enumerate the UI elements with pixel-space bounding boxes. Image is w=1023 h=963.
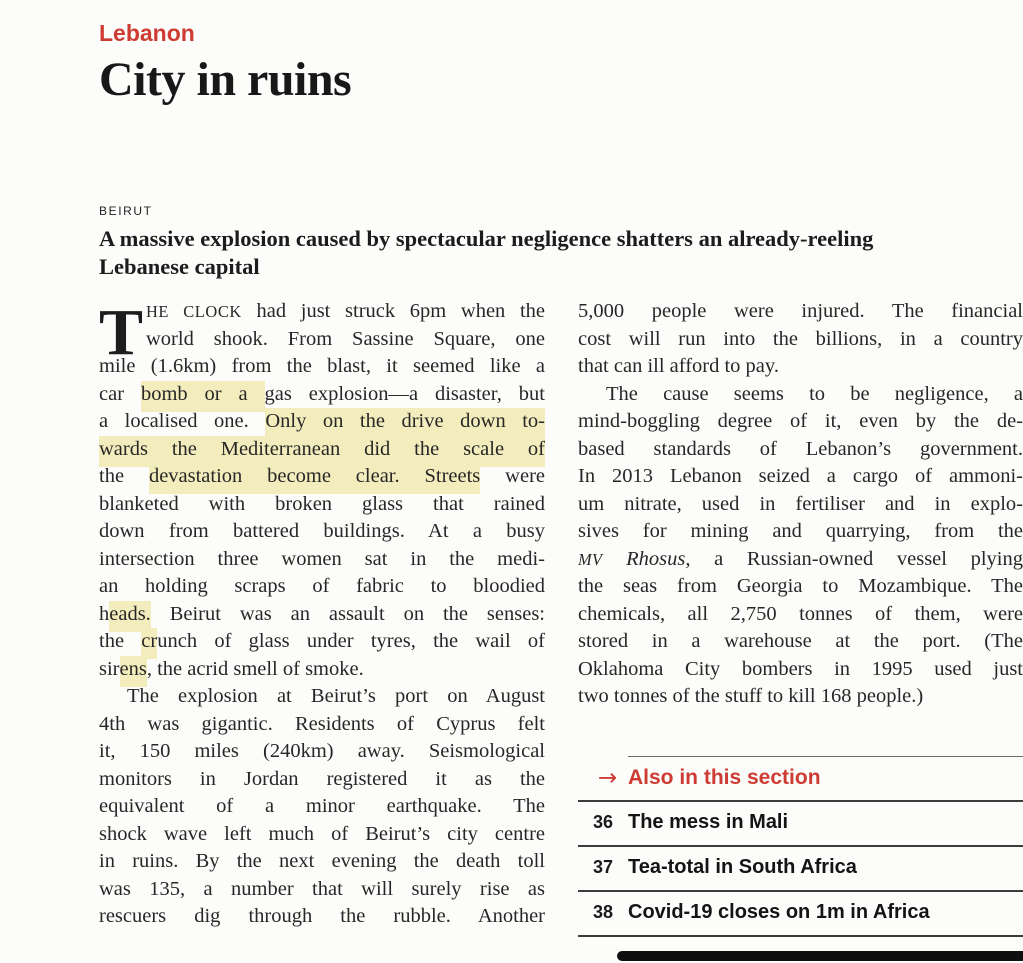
- article-line: [578, 601, 1023, 629]
- article-line: [578, 518, 1023, 546]
- text-segment: mind-boggling degree of it, even by the de-: [578, 410, 1023, 432]
- article-line: [578, 656, 1023, 684]
- text-segment: 4th was gigantic. Residents of Cyprus felt: [99, 712, 545, 735]
- text-segment: world shook. From Sassine Square, one: [146, 327, 545, 350]
- text-segment: a localised one.: [99, 410, 266, 432]
- text-segment: an holding scraps of fabric to bloodied: [99, 575, 545, 597]
- article-column-left: [99, 298, 545, 961]
- article-line: [99, 601, 545, 629]
- article-line: [99, 738, 545, 766]
- article-line: [99, 326, 545, 354]
- text-segment: were: [480, 465, 546, 487]
- text-segment: cost will run into the billions, in a country: [578, 327, 1023, 350]
- text-segment: two tonnes of the stuff to kill 168 people.): [578, 685, 924, 707]
- article-line: [99, 573, 545, 601]
- text-segment: sir: [99, 657, 120, 680]
- text-segment: down from battered buildings. At a busy: [99, 520, 545, 542]
- item-title: Covid-19 closes on 1m in Africa: [628, 901, 930, 924]
- also-section-title: Also in this section: [628, 766, 821, 790]
- text-segment: equivalent of a minor earthquake. The: [99, 795, 545, 817]
- text-segment: gas explosion—a disaster, but: [264, 382, 546, 405]
- article-line: [99, 408, 545, 436]
- section-item-row: [578, 892, 1023, 935]
- text-segment: , a Russian-owned vessel plying: [685, 547, 1023, 570]
- article-line: [99, 381, 545, 409]
- article-line: [99, 518, 545, 546]
- also-in-this-section: [578, 756, 1023, 961]
- article-line: [99, 793, 545, 821]
- article-line: [99, 298, 545, 326]
- text-segment: MV: [578, 549, 603, 569]
- article-headline: City in ruins: [99, 53, 352, 106]
- article-line: [99, 683, 545, 711]
- item-page-number: 38: [593, 902, 614, 923]
- text-segment: was 135, a number that will surely rise as: [99, 877, 545, 900]
- text-segment: the seas from Georgia to Mozambique. The: [578, 575, 1023, 597]
- article-line: [99, 436, 545, 464]
- highlight-mark: Only on the drive down to-: [265, 408, 545, 439]
- article-line: [99, 903, 545, 931]
- text-segment: shock wave left much of Beirut’s city centre: [99, 822, 545, 845]
- standfirst-line: Lebanese capital: [99, 254, 260, 279]
- text-segment: in ruins. By the next evening the death toll: [99, 850, 545, 872]
- article-line: [99, 766, 545, 794]
- text-segment: mile (1.6km) from the blast, it seemed like a: [99, 355, 545, 377]
- article-line: [578, 628, 1023, 656]
- article-column-right-text: [578, 298, 1023, 711]
- section-item-row: [578, 847, 1023, 890]
- text-segment: Rhosus: [602, 547, 686, 570]
- text-segment: rescuers dig through the rubble. Another: [99, 905, 545, 927]
- text-segment: monitors in Jordan registered it as the: [99, 767, 545, 790]
- text-segment: sives for mining and quarrying, from the: [578, 520, 1023, 542]
- also-section-header: [578, 757, 1023, 800]
- article-line: [578, 463, 1023, 491]
- text-segment: blanketed with broken glass that rained: [99, 492, 545, 515]
- text-segment: The cause seems to be negligence, a: [606, 382, 1023, 405]
- text-segment: chemicals, all 2,750 tonnes of them, were: [578, 602, 1023, 625]
- article-line: [99, 848, 545, 876]
- article-line: [99, 463, 545, 491]
- highlight-mark: wards the Mediterranean did the scale of: [99, 436, 545, 467]
- article-line: [99, 711, 545, 739]
- drop-cap: T: [99, 296, 144, 369]
- section-item-row: [578, 802, 1023, 845]
- highlight-mark: devastation become clear. Streets: [149, 463, 480, 494]
- text-segment: had just struck 6pm when the: [241, 300, 545, 322]
- article-line: [99, 656, 545, 684]
- article-column-right: [578, 298, 1023, 961]
- article-line: [99, 353, 545, 381]
- text-segment: The explosion at Beirut’s port on August: [127, 685, 545, 707]
- standfirst-line: A massive explosion caused by spectacular negligence shatters an already-reeling: [99, 226, 874, 251]
- article-line: [578, 683, 1023, 711]
- article-line: [99, 546, 545, 574]
- text-segment: that can ill afford to pay.: [578, 355, 779, 377]
- right-arrow-icon: →: [598, 764, 618, 791]
- standfirst: [99, 225, 1023, 281]
- text-segment: it, 150 miles (240km) away. Seismological: [99, 740, 545, 762]
- item-title: The mess in Mali: [628, 811, 789, 834]
- text-segment: car: [99, 382, 141, 405]
- highlight-mark: bomb or a: [141, 381, 265, 412]
- article-line: [99, 876, 545, 904]
- text-segment: based standards of Lebanon’s government.: [578, 437, 1023, 460]
- rule: [578, 935, 1023, 937]
- article-body: [99, 298, 1023, 961]
- article-line: [578, 573, 1023, 601]
- text-segment: , the acrid smell of smoke.: [146, 657, 364, 680]
- highlight-mark: eads.: [109, 601, 151, 632]
- article-line: [578, 381, 1023, 409]
- text-segment: um nitrate, used in fertiliser and in explo-: [578, 492, 1023, 515]
- article-line: [578, 298, 1023, 326]
- article-line: [578, 408, 1023, 436]
- paragraph: [578, 298, 1023, 381]
- paragraph: [99, 683, 545, 931]
- item-title: Tea-total in South Africa: [628, 856, 857, 879]
- page-footer-bar: [617, 951, 1023, 961]
- article-line: [578, 436, 1023, 464]
- text-segment: the: [99, 465, 149, 487]
- text-segment: In 2013 Lebanon seized a cargo of ammoni-: [578, 465, 1023, 487]
- section-kicker: Lebanon: [99, 20, 195, 46]
- article-line: [578, 353, 1023, 381]
- paragraph: [99, 298, 545, 683]
- text-segment: Oklahoma City bombers in 1995 used just: [578, 657, 1023, 680]
- article-line: [99, 628, 545, 656]
- highlight-mark: ens: [120, 656, 147, 687]
- article-line: [99, 821, 545, 849]
- text-segment: Beirut was an assault on the senses:: [150, 602, 545, 625]
- text-segment: h: [99, 602, 110, 625]
- article-line: [578, 326, 1023, 354]
- dateline: BEIRUT: [99, 204, 153, 218]
- item-page-number: 36: [593, 812, 614, 833]
- article-line: [578, 491, 1023, 519]
- text-segment: intersection three women sat in the medi-: [99, 547, 545, 570]
- text-segment: stored in a warehouse at the port. (The: [578, 630, 1023, 652]
- text-segment: unch of glass under tyres, the wail of: [157, 630, 545, 652]
- text-segment: the: [99, 630, 142, 652]
- article-line: [578, 546, 1023, 574]
- paragraph: [578, 381, 1023, 711]
- item-page-number: 37: [593, 857, 614, 878]
- text-segment: 5,000 people were injured. The financial: [578, 300, 1023, 322]
- text-segment: HE CLOCK: [146, 302, 242, 321]
- highlight-mark: cr: [141, 628, 157, 659]
- article-line: [99, 491, 545, 519]
